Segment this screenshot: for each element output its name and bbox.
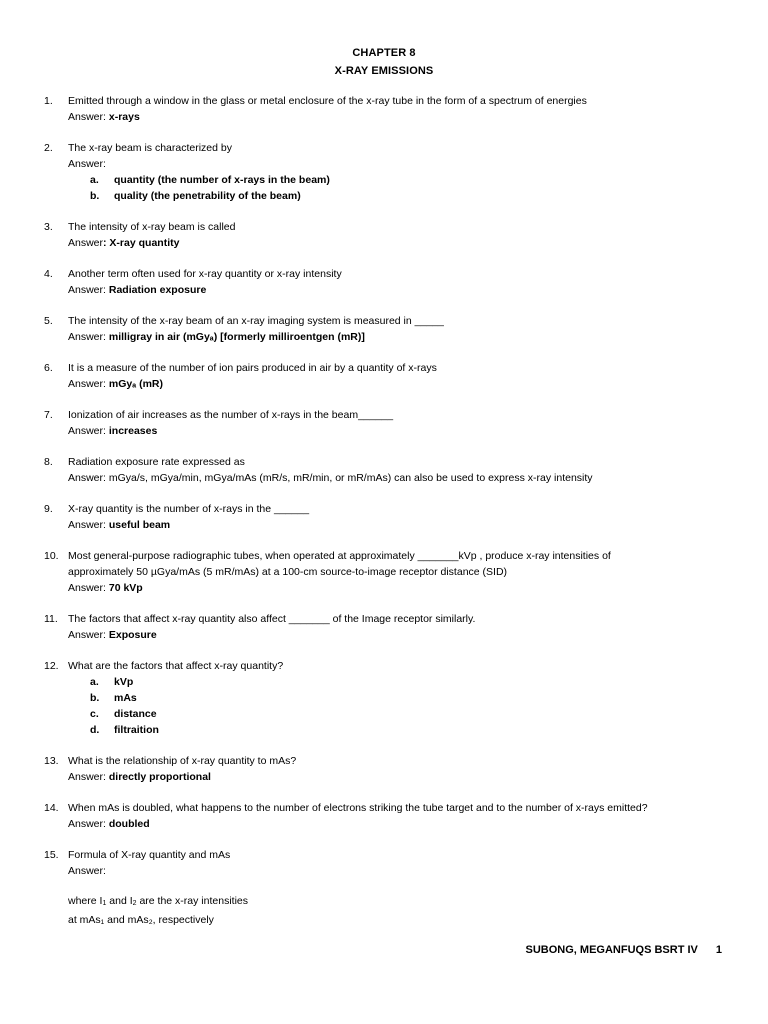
question-item <box>44 140 734 204</box>
question-number: 9. <box>44 503 53 515</box>
question-item <box>44 266 734 298</box>
question-number: 1. <box>44 95 53 107</box>
question-text: Another term often used for x-ray quantity or x-ray intensity <box>68 268 342 280</box>
question-text: The intensity of the x-ray beam of an x-ray imaging system is measured in _____ <box>68 315 444 327</box>
answer-prefix: Answer: <box>68 582 109 594</box>
question-item <box>44 548 734 596</box>
answer-line <box>68 816 734 832</box>
answer-value: Radiation exposure <box>108 284 207 296</box>
note-text: are the x-ray intensities <box>136 895 248 907</box>
answer-value: directly proportional <box>108 771 211 783</box>
question-text: X-ray quantity is the number of x-rays in the ______ <box>68 503 310 515</box>
question-item <box>44 219 734 251</box>
note-text: where I <box>68 895 103 907</box>
answer-prefix: Answer <box>68 237 104 249</box>
question-number: 3. <box>44 221 53 233</box>
question-text: Most general-purpose radiographic tubes, when operated at approximately _______kVp , produce x-ray intensities of <box>68 550 611 562</box>
question-item <box>44 847 734 928</box>
sub-answer-text: quantity (the number of x-rays in the beam) <box>114 174 330 186</box>
answer-prefix: Answer: <box>68 158 106 170</box>
answer-line <box>68 863 734 879</box>
question-number: 13. <box>44 755 59 767</box>
answer-line <box>68 470 734 486</box>
page-header <box>0 44 768 80</box>
question-number: 15. <box>44 849 59 861</box>
question-item <box>44 454 734 486</box>
question-text: What are the factors that affect x-ray quantity? <box>68 660 284 672</box>
answer-prefix: Answer: <box>68 818 109 830</box>
answer-value: Exposure <box>108 629 157 641</box>
question-text: It is a measure of the number of ion pairs produced in air by a quantity of x-rays <box>68 362 437 374</box>
answer-value: x-rays <box>108 111 140 123</box>
answer-line <box>68 329 734 345</box>
answer-prefix: Answer: <box>68 865 106 877</box>
sub-answer-letter: a. <box>90 174 99 186</box>
question-number: 11. <box>44 613 58 625</box>
answer-line <box>68 580 734 596</box>
sub-answer-text: kVp <box>114 676 134 688</box>
sub-answer-text: distance <box>114 708 157 720</box>
answer-prefix: Answer: <box>68 629 109 641</box>
answer-value: : X-ray quantity <box>103 237 180 249</box>
question-number: 10. <box>44 550 59 562</box>
answer-prefix: Answer: <box>68 331 109 343</box>
sub-answer-text: filtraition <box>114 724 159 736</box>
answer-line <box>68 517 734 533</box>
question-item <box>44 360 734 392</box>
page-footer <box>526 944 722 956</box>
sub-answer-text: quality (the penetrability of the beam) <box>114 190 301 202</box>
question-text: Radiation exposure rate expressed as <box>68 456 245 468</box>
answer-value: doubled <box>108 818 150 830</box>
question-text: Formula of X-ray quantity and mAs <box>68 849 231 861</box>
answer-line <box>68 282 734 298</box>
question-item <box>44 407 734 439</box>
footer-author: SUBONG, MEGANFUQS BSRT IV <box>525 944 698 956</box>
question-number: 7. <box>44 409 53 421</box>
question-item <box>44 800 734 832</box>
question-number: 12. <box>44 660 59 672</box>
question-text: Ionization of air increases as the number of x-rays in the beam______ <box>68 409 394 421</box>
answer-prefix: Answer: mGya/s, mGya/min, mGya/mAs (mR/s, mR/min, or mR/mAs) can also be used to express x-ray intensity <box>68 472 593 484</box>
answer-prefix: Answer: <box>68 111 109 123</box>
sub-answer-letter: c. <box>90 708 99 720</box>
page-title: X-RAY EMISSIONS <box>334 65 434 77</box>
answer-line <box>68 627 734 643</box>
question-number: 14. <box>44 802 59 814</box>
formula-note <box>68 893 734 928</box>
answer-value: mGyₐ (mR) <box>108 378 163 390</box>
sub-answer-item <box>68 722 734 738</box>
sub-answer-item <box>68 690 734 706</box>
sub-answer-letter: b. <box>90 190 100 202</box>
subscript: 1 <box>102 900 107 907</box>
sub-answer-letter: b. <box>90 692 100 704</box>
question-text: The intensity of x-ray beam is called <box>68 221 236 233</box>
answer-line <box>68 235 734 251</box>
sub-answer-item <box>68 188 734 204</box>
question-item <box>44 501 734 533</box>
answer-prefix: Answer: <box>68 771 109 783</box>
question-number: 4. <box>44 268 53 280</box>
sub-answer-letter: d. <box>90 724 100 736</box>
answer-line <box>68 376 734 392</box>
answer-line <box>68 423 734 439</box>
sub-answer-text: mAs <box>114 692 137 704</box>
answer-line <box>68 156 734 172</box>
question-number: 2. <box>44 142 53 154</box>
question-item <box>44 658 734 738</box>
question-text: The x-ray beam is characterized by <box>68 142 232 154</box>
answer-prefix: Answer: <box>68 519 109 531</box>
sub-answer-letter: a. <box>90 676 99 688</box>
question-number: 6. <box>44 362 53 374</box>
answer-value: milligray in air (mGyₐ) [formerly milliroentgen (mR)] <box>108 331 365 343</box>
question-text: What is the relationship of x-ray quantity to mAs? <box>68 755 297 767</box>
page-number: 1 <box>715 944 722 956</box>
question-item <box>44 753 734 785</box>
question-item <box>44 611 734 643</box>
answer-value: increases <box>108 425 158 437</box>
formula-note-line: at mAs₁ and mAs₂, respectively <box>68 914 214 926</box>
answer-value: 70 kVp <box>108 582 143 594</box>
note-text: and I <box>106 895 133 907</box>
question-number: 5. <box>44 315 53 327</box>
answer-prefix: Answer: <box>68 425 109 437</box>
answer-prefix: Answer: <box>68 284 109 296</box>
question-list <box>44 93 734 928</box>
question-text: When mAs is doubled, what happens to the number of electrons striking the tube target and to the number of x-rays emitted? <box>68 802 648 814</box>
question-text-continued: approximately 50 µGya/mAs (5 mR/mAs) at a 100-cm source-to-image receptor distance (SID) <box>68 566 508 578</box>
question-item <box>44 313 734 345</box>
chapter-label: CHAPTER 8 <box>352 47 416 59</box>
sub-answer-item <box>68 674 734 690</box>
question-text: Emitted through a window in the glass or metal enclosure of the x-ray tube in the form of a spectrum of energies <box>68 95 587 107</box>
subscript: 2 <box>132 900 137 907</box>
question-item <box>44 93 734 125</box>
sub-answer-item <box>68 172 734 188</box>
sub-answer-item <box>68 706 734 722</box>
answer-line <box>68 109 734 125</box>
answer-line <box>68 769 734 785</box>
question-number: 8. <box>44 456 53 468</box>
formula-note-line <box>68 893 734 912</box>
question-text: The factors that affect x-ray quantity also affect _______ of the Image receptor similarly. <box>68 613 476 625</box>
answer-prefix: Answer: <box>68 378 109 390</box>
answer-value: useful beam <box>108 519 171 531</box>
